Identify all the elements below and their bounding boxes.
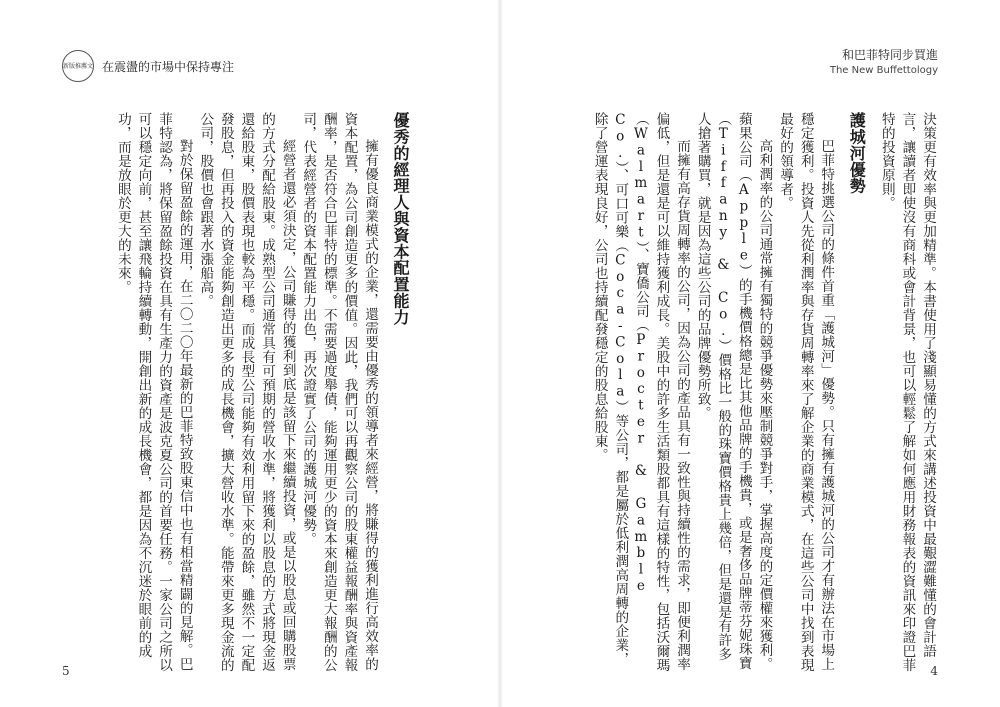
page-number-right: 4 bbox=[930, 664, 938, 678]
section-heading-management: 優秀的經理人與資本配置能力 bbox=[391, 112, 410, 326]
page-4-body bbox=[518, 112, 938, 672]
management-paragraph-1: 擁有優良商業模式的企業，還需要由優秀的領導者來經營，將賺得的獲利進行高效率的資本配置，為公司創造更多的價值。因此，我們可以再觀察公司的股東權益報酬率與資產報酬率，是否符合巴菲特的標準。不需要過度舉債，能夠運用更少的資本來創造更大報酬的公司，代表經營者的資本配置能力出色，再次證實了公司的護城河優勢。 bbox=[300, 112, 378, 672]
series-title-chinese: 和巴菲特同步買進 bbox=[841, 48, 938, 62]
left-running-header bbox=[62, 50, 234, 82]
foreword-badge: 新版推薦文 bbox=[62, 50, 94, 82]
page-5-body bbox=[70, 112, 420, 672]
running-book-title: 在震盪的市場中保持專注 bbox=[102, 59, 235, 74]
section-heading-moat: 護城河優勢 bbox=[847, 112, 867, 194]
book-gutter bbox=[497, 0, 503, 707]
series-title-english: The New Buffettology bbox=[829, 65, 938, 76]
moat-paragraph-1: 巴菲特挑選公司的條件首重「護城河」優勢。只有擁有護城河的公司才有辦法在市場上穩定獲利。投資人先從利潤率與存貨周轉率來了解企業的商業模式，在這些公司中找到表現最好的領導者。 bbox=[777, 112, 835, 672]
management-paragraph-2: 經營者還必須決定，公司賺得的獲利到底是該留下來繼續投資，或是以股息或回購股票的方式分配給股東。成熟型公司通常具有可預期的營收水準，將獲利以股息的方式將現金返還給股東，股價表現也較為平穩。而成長型公司能夠有效利用留下來的盈餘，雖然不一定配發股息，但再投入的資金能夠創造出更多的成長機會，擴大營收水準。能帶來更多現金流的公司，股價也會跟著水漲船高。 bbox=[197, 112, 296, 672]
moat-paragraph-2: 高利潤率的公司通常擁有獨特的競爭優勢來壓制競爭對手，掌握高度的定價權來獲利。蘋果公司（Apple）的手機價格總是比其他品牌的手機貴，或是奢侈品牌蒂芬妮珠寶（Tiffany & Co.）價格比一般的珠寶價格貴上幾倍，但是還是有許多人搶著購買，就是因為這些公司的品牌優勢所致。 bbox=[694, 112, 773, 672]
management-paragraph-3: 對於保留盈餘的運用，在二〇二〇年最新的巴菲特致股東信中也有相當精闢的見解。巴菲特認為，將保留盈餘投資在具有生產力的資產是波克夏公司的首要任務。一家公司之所以可以穩定向前，甚至讓飛輪持續轉動，開創出新的成長機會，都是因為不沉迷於眼前的成功，而是放眼於更大的未來。 bbox=[114, 112, 193, 672]
right-running-header bbox=[830, 46, 938, 76]
page-number-left: 5 bbox=[62, 664, 70, 678]
moat-paragraph-3: 而擁有高存貨周轉率的公司，因為公司的產品具有一致性與持續性的需求，即便利潤率偏低，但是還是可以維持獲利成長。美股中的許多生活類股都具有這樣的特性，包括沃爾瑪（Walmart）、寶僑公司（Procter & Gamble Co.）、可口可樂（Coca-Cola）等公司，都是屬於低利潤高周轉的企業，除了營運表現良好，公司也持續配發穩定的股息給股東。 bbox=[591, 112, 691, 672]
intro-paragraph: 決策更有效率與更加精準。本書使用了淺顯易懂的方式來講述投資中最艱澀難懂的會計語言，讓讀者即使沒有商科或會計背景，也可以輕鬆了解如何應用財務報表的資訊來印證巴菲特的投資原則。 bbox=[878, 112, 936, 672]
